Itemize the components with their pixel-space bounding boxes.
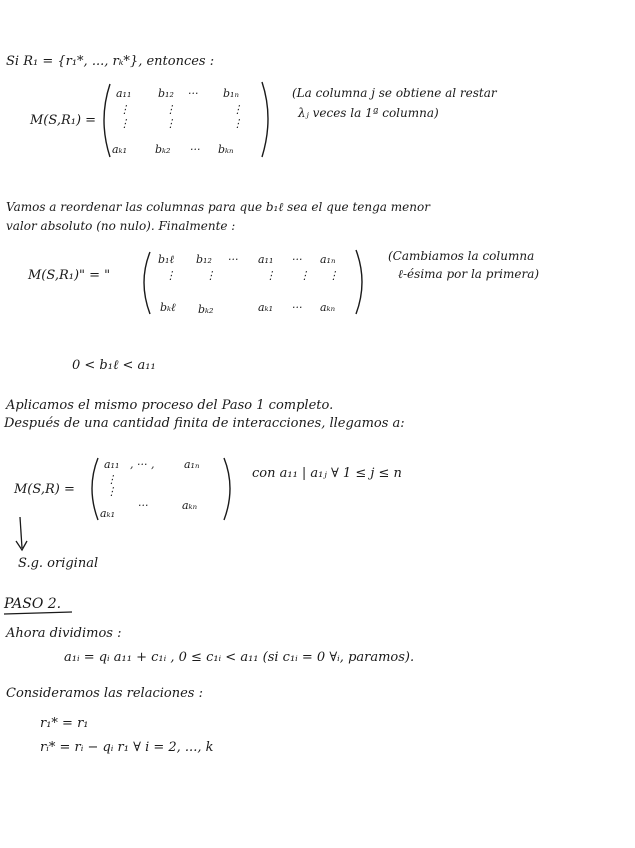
matrix1-cell: ···	[190, 143, 201, 156]
consideramos-line: Consideramos las relaciones :	[6, 686, 203, 701]
matrix3-condition: con a₁₁ | a₁ⱼ ∀ 1 ≤ j ≤ n	[252, 466, 402, 481]
matrix2-note: (Cambiamos la columna	[388, 249, 535, 263]
matrix2-cell: bₖℓ	[160, 301, 176, 314]
matrix2-cell: a₁₁	[258, 253, 274, 266]
matrix2-note: ℓ-ésima por la primera)	[398, 267, 540, 281]
inequality: 0 < b₁ℓ < a₁₁	[72, 358, 156, 373]
matrix2-cell: bₖ₂	[198, 303, 214, 316]
division-formula: a₁ᵢ = qᵢ a₁₁ + c₁ᵢ , 0 ≤ c₁ᵢ < a₁₁ (si c₁ᵢ = 0 ∀ᵢ, paramos).	[64, 650, 415, 665]
matrix3-cell: ···	[138, 499, 149, 512]
matrix3-left-paren	[92, 458, 98, 520]
matrix3-cell: a₁₁	[104, 458, 120, 471]
matrix2-cell: aₖₙ	[320, 301, 336, 314]
matrix2-cell: aₖ₁	[258, 301, 273, 314]
intro-line: Si R₁ = {r₁*, ..., rₖ*}, entonces :	[6, 54, 215, 69]
paragraph-reorder: Vamos a reordenar las columnas para que b₁ℓ sea el que tenga menor	[6, 200, 430, 214]
paragraph-apply: Aplicamos el mismo proceso del Paso 1 completo.	[6, 398, 334, 413]
paragraph-apply: Después de una cantidad finita de interacciones, llegamos a:	[4, 416, 405, 431]
matrix2-cell: b₁ℓ	[158, 253, 175, 266]
down-arrow	[20, 517, 22, 548]
matrix1-cell: a₁₁	[116, 87, 132, 100]
matrix1-cell: ···	[188, 87, 199, 100]
matrix1-cell: aₖ₁	[112, 143, 127, 156]
matrix1-label: M(S,R₁) =	[30, 113, 97, 128]
matrix2-cell: a₁ₙ	[320, 253, 336, 266]
dividimos-line: Ahora dividimos :	[6, 626, 122, 641]
paragraph-reorder: valor absoluto (no nulo). Finalmente :	[6, 219, 236, 233]
matrix3-label: M(S,R) =	[14, 482, 75, 497]
matrix2-left-paren	[144, 252, 150, 314]
matrix2-cell: b₁₂	[196, 253, 212, 266]
relation-1: r₁* = r₁	[40, 716, 89, 731]
matrix2-cell: ···	[292, 253, 303, 266]
matrix1-left-paren	[104, 84, 110, 157]
matrix1-cell: b₁₂	[158, 87, 174, 100]
matrix2-label: M(S,R₁)" = "	[28, 268, 111, 283]
handwritten-page: Si R₁ = {r₁*, ..., rₖ*}, entonces : M(S,R₁) = a₁₁ b₁₂ ··· b₁ₙ ⋮ ⋮ ⋮ ⋮ ⋮ ⋮ aₖ₁ bₖ₂ ··· bₖₙ (La columna j se obtiene al restar λⱼ veces la 1ª columna) Vamos a reordenar las columnas para que b₁ℓ sea el que tenga menor valor absoluto (no nulo). Finalmente : M(S,R₁)" = " b₁ℓ b₁₂ ··· a₁₁ ··· a₁ₙ ⋮ ⋮ ⋮ ⋮ ⋮ bₖℓ bₖ₂ aₖ₁ ··· aₖₙ (Cambiamos la columna ℓ-ésima por la primera) 0 < b₁ℓ < a₁₁ Aplicamos el mismo proceso del Paso 1 completo. Después de una cantidad finita de interacciones, llegamos a: M(S,R) = a₁₁ , ··· , a₁ₙ ⋮ ⋮ aₖ₁ ··· aₖₙ con a₁₁ | a₁ⱼ ∀ 1 ≤ j ≤ n S.g. original PASO 2. Ahora dividimos : a₁ᵢ = qᵢ a₁₁ + c₁ᵢ , 0 ≤ c₁ᵢ < a₁₁ (si c₁ᵢ = 0 ∀ᵢ, paramos). Consideramos las relaciones : r₁* = r₁ rᵢ* = rᵢ − qᵢ r₁ ∀ i = 2, ..., k	[0, 0, 635, 848]
matrix1-cell: bₖ₂	[155, 143, 171, 156]
matrix1-cell: b₁ₙ	[223, 87, 239, 100]
matrix3-cell: , ··· ,	[130, 458, 155, 471]
matrix1-cell: bₖₙ	[218, 143, 234, 156]
paso2-underline	[4, 612, 72, 614]
matrix3-cell: a₁ₙ	[184, 458, 200, 471]
matrix1-right-paren	[262, 82, 268, 157]
paso2-heading: PASO 2.	[4, 596, 62, 612]
matrix2-right-paren	[356, 250, 362, 314]
relation-2: rᵢ* = rᵢ − qᵢ r₁ ∀ i = 2, ..., k	[40, 740, 214, 755]
matrix2-cell: ···	[292, 301, 303, 314]
matrix1-note: λⱼ veces la 1ª columna)	[298, 106, 439, 120]
matrix3-cell: aₖₙ	[182, 499, 198, 512]
matrix1-note: (La columna j se obtiene al restar	[292, 86, 497, 100]
matrix2-cell: ···	[228, 253, 239, 266]
matrix3-cell: aₖ₁	[100, 507, 115, 520]
sg-original: S.g. original	[18, 556, 99, 571]
matrix3-right-paren	[224, 458, 230, 520]
